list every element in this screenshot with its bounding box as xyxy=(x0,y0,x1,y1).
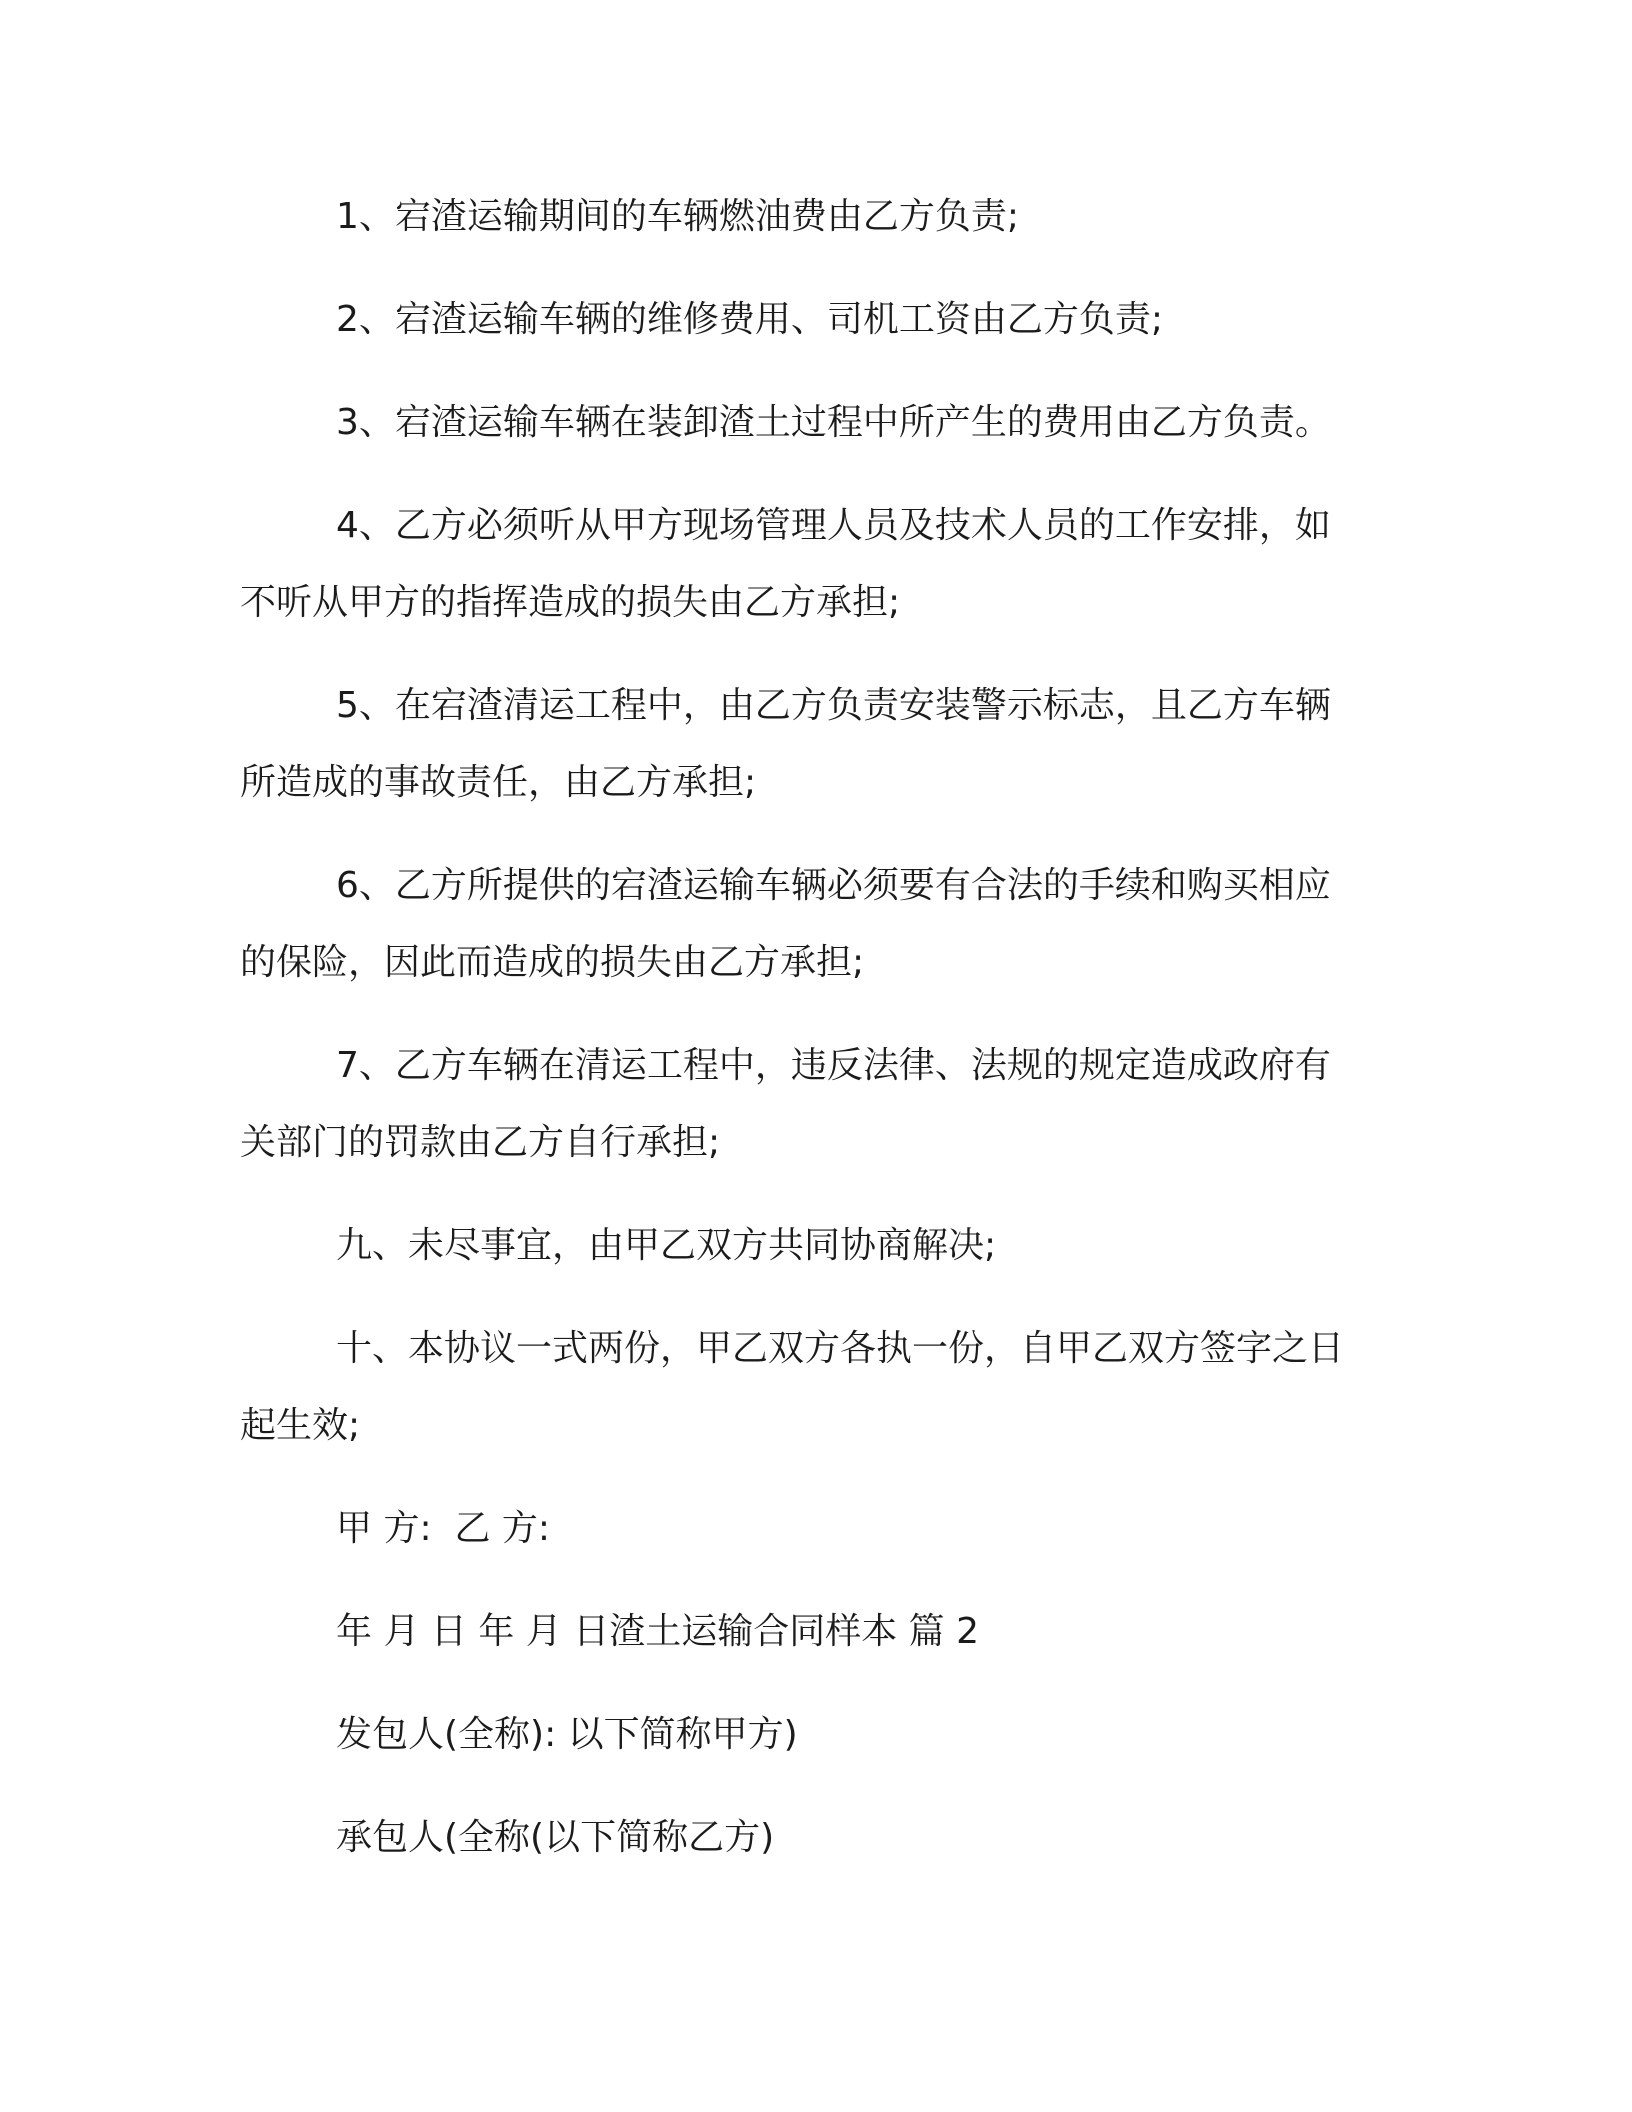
text-line: 2、宕渣运输车辆的维修费用、司机工资由乙方负责; xyxy=(336,299,1164,340)
text-line: 不听从甲方的指挥造成的损失由乙方承担; xyxy=(240,582,901,623)
clause-4 xyxy=(240,487,1632,641)
text-line: 4、乙方必须听从甲方现场管理人员及技术人员的工作安排，如 xyxy=(336,505,1331,546)
text-line: 3、宕渣运输车辆在装卸渣土过程中所产生的费用由乙方负责。 xyxy=(336,402,1331,443)
text-line: 1、宕渣运输期间的车辆燃油费由乙方负责; xyxy=(336,196,1020,237)
text-line: 甲 方: 乙 方: xyxy=(336,1508,551,1549)
text-line: 6、乙方所提供的宕渣运输车辆必须要有合法的手续和购买相应 xyxy=(336,865,1331,906)
date-and-section-title xyxy=(240,1593,1632,1670)
contractor-line xyxy=(240,1799,1632,1876)
text-line: 所造成的事故责任，由乙方承担; xyxy=(240,762,757,803)
text-line: 5、在宕渣清运工程中，由乙方负责安装警示标志，且乙方车辆 xyxy=(336,685,1331,726)
clause-1 xyxy=(240,178,1632,255)
text-line: 的保险，因此而造成的损失由乙方承担; xyxy=(240,942,865,983)
clause-7 xyxy=(240,1027,1632,1181)
clause-6 xyxy=(240,847,1632,1001)
clause-5 xyxy=(240,667,1632,821)
signature-parties xyxy=(240,1490,1632,1567)
text-line: 年 月 日 年 月 日渣土运输合同样本 篇 2 xyxy=(336,1611,980,1652)
text-line: 十、本协议一式两份，甲乙双方各执一份，自甲乙双方签字之日 xyxy=(336,1328,1345,1369)
text-line: 7、乙方车辆在清运工程中，违反法律、法规的规定造成政府有 xyxy=(336,1045,1331,1086)
text-line: 关部门的罚款由乙方自行承担; xyxy=(240,1122,721,1163)
clause-10 xyxy=(240,1310,1632,1464)
clause-9 xyxy=(240,1207,1632,1284)
text-line: 九、未尽事宜，由甲乙双方共同协商解决; xyxy=(336,1225,997,1266)
clause-3 xyxy=(240,384,1632,461)
text-line: 起生效; xyxy=(240,1405,361,1446)
text-line: 承包人(全称(以下简称乙方) xyxy=(336,1817,775,1858)
employer-line xyxy=(240,1696,1632,1773)
text-line: 发包人(全称): 以下简称甲方) xyxy=(336,1714,798,1755)
clause-2 xyxy=(240,281,1632,358)
